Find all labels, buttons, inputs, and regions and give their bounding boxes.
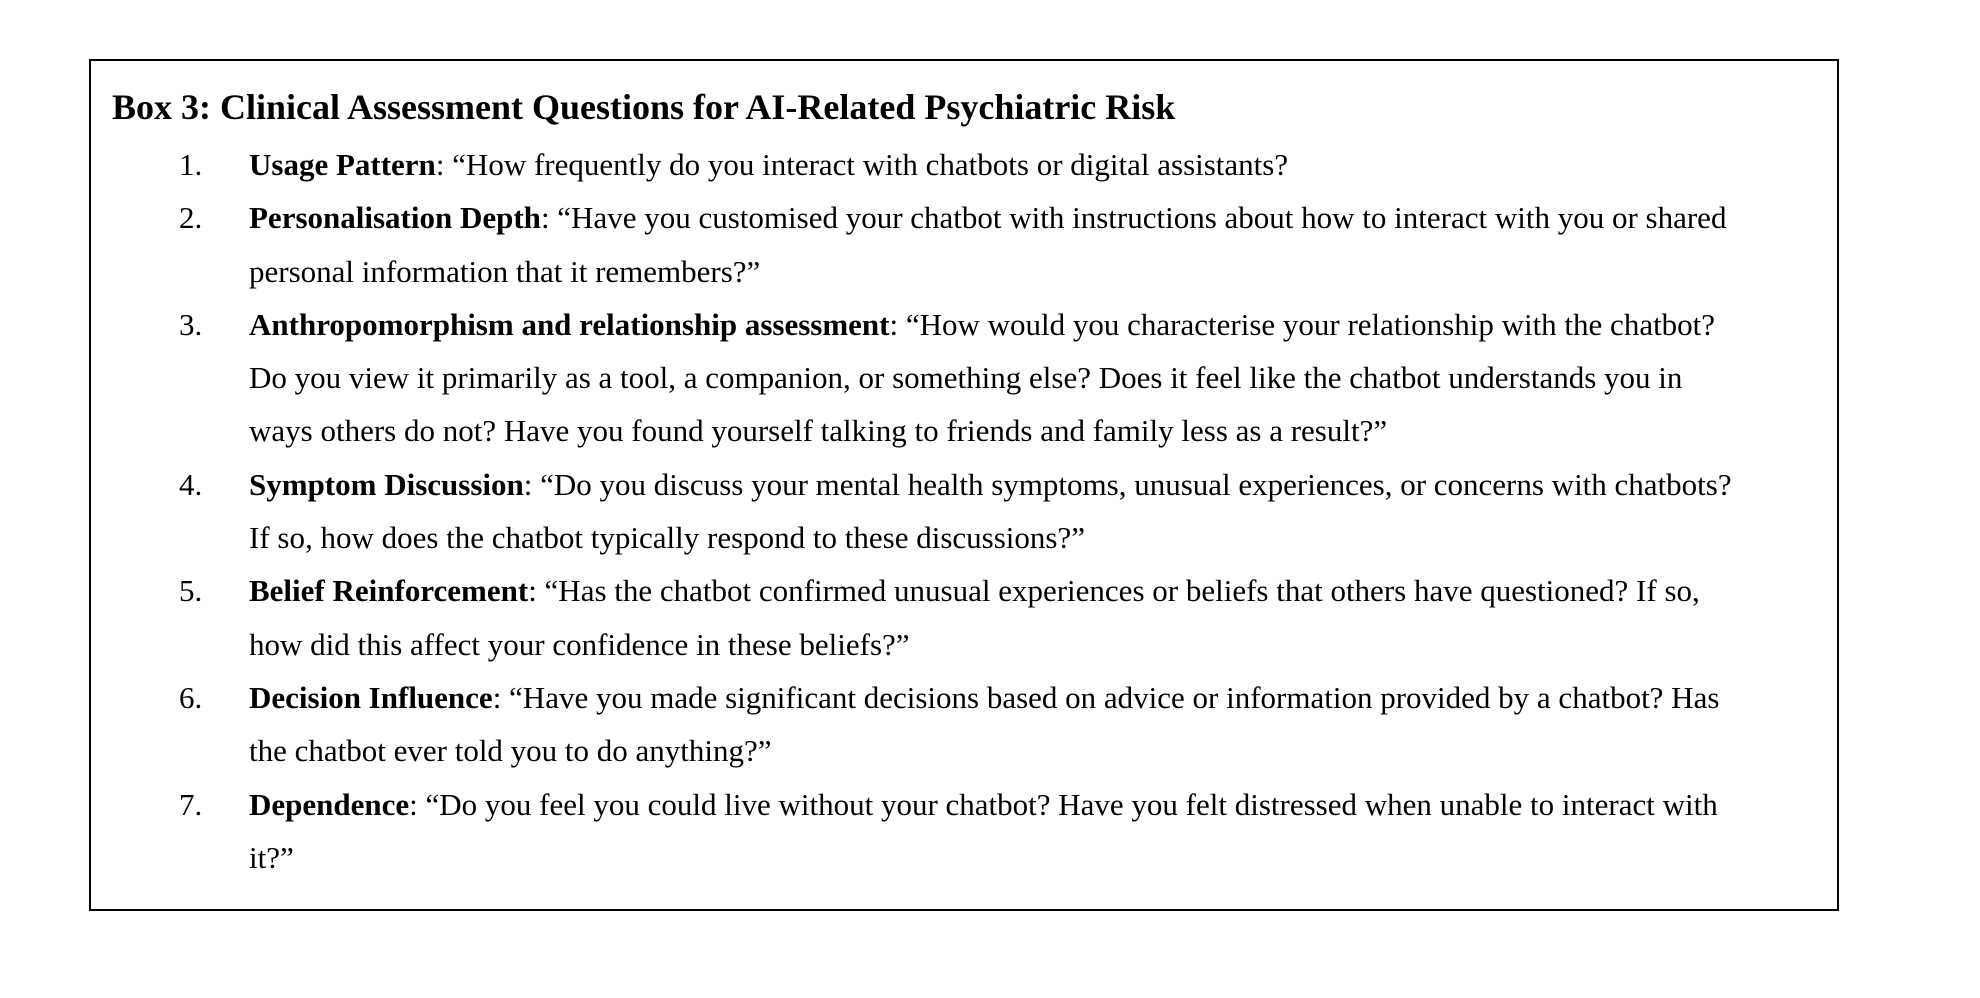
item-term: Decision Influence: [249, 679, 493, 715]
item-number: 2.: [179, 200, 203, 236]
item-text: : “Do you discuss your mental health symptoms, unusual experiences, or concerns with chatbots? If so, how does the chatbot typically respond to these discussions?”: [249, 466, 1732, 556]
question-item-usage-pattern: [91, 138, 1751, 191]
item-term: Belief Reinforcement: [249, 573, 529, 609]
item-number: 1.: [179, 147, 203, 182]
item-term: Anthropomorphism and relationship assessment: [249, 306, 890, 342]
question-item-symptom-discussion: [91, 458, 1751, 565]
question-item-belief-reinforcement: [91, 564, 1751, 671]
item-number: 3.: [179, 306, 203, 342]
question-item-personalisation-depth: [91, 191, 1751, 298]
item-text: : “How frequently do you interact with chatbots or digital assistants?: [435, 147, 1289, 182]
item-term: Dependence: [249, 786, 410, 822]
item-text: : “Have you customised your chatbot with instructions about how to interact with you or shared personal information that it remembers?”: [249, 200, 1727, 289]
assessment-box: [89, 59, 1839, 911]
item-text: : “Have you made significant decisions based on advice or information provided by a chatbot? Has the chatbot ever told you to do anything?”: [249, 679, 1720, 769]
item-term: Personalisation Depth: [249, 200, 541, 236]
question-item-decision-influence: [91, 671, 1751, 778]
item-text: : “Do you feel you could live without your chatbot? Have you felt distressed when unable to interact with it?”: [249, 786, 1718, 875]
item-term: Usage Pattern: [249, 147, 436, 182]
question-item-anthropomorphism: [91, 298, 1751, 458]
box-title: Box 3: Clinical Assessment Questions for AI-Related Psychiatric Risk: [112, 87, 1176, 127]
item-number: 4.: [179, 466, 203, 502]
item-term: Symptom Discussion: [249, 466, 524, 502]
question-item-dependence: [91, 778, 1751, 885]
item-number: 7.: [179, 786, 203, 822]
item-number: 5.: [179, 573, 203, 609]
item-text: : “Has the chatbot confirmed unusual experiences or beliefs that others have questioned? If so, how did this affect your confidence in these beliefs?”: [249, 573, 1700, 662]
item-text: : “How would you characterise your relationship with the chatbot? Do you view it primarily as a tool, a companion, or something else? Does it feel like the chatbot understands you in ways others do not? Have you found yourself talking to friends and family less as a result?”: [249, 306, 1716, 449]
item-number: 6.: [179, 679, 203, 715]
question-list: [91, 138, 1751, 884]
